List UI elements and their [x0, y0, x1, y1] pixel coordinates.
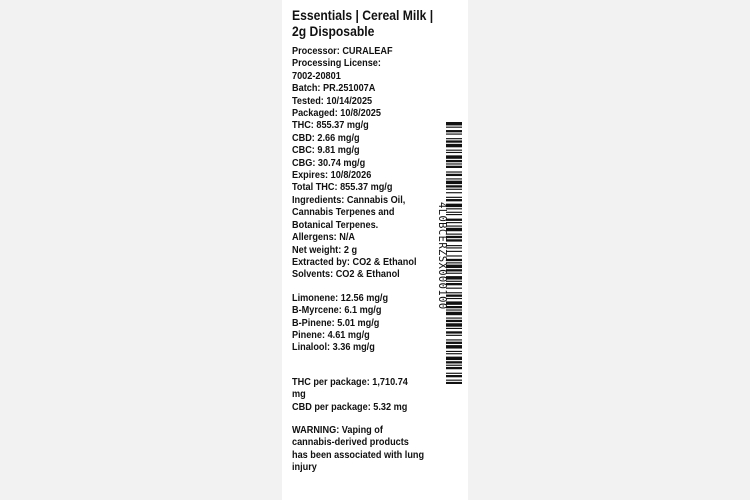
barcode-bar — [446, 127, 462, 128]
detail-line: Net weight: 2 g — [292, 244, 358, 256]
barcode-bar — [446, 178, 462, 179]
detail-line: 7002-20801 — [292, 70, 341, 82]
barcode-bar — [446, 239, 462, 241]
barcode-bar — [446, 122, 462, 125]
barcode-bar — [446, 288, 462, 289]
barcode-bar — [446, 269, 462, 271]
barcode-bar — [446, 373, 462, 374]
barcode-bar — [446, 342, 462, 344]
warning-line: has been associated with lung — [292, 449, 425, 461]
detail-line: CBD: 2.66 mg/g — [292, 132, 360, 144]
barcode-bar — [446, 150, 462, 151]
barcode-bar — [446, 306, 462, 308]
barcode-bar — [446, 331, 462, 333]
barcode-bar — [446, 351, 462, 352]
barcode-bar — [446, 228, 462, 231]
warning-line: WARNING: Vaping of — [292, 424, 383, 436]
product-title-line: Essentials | Cereal Milk | — [292, 8, 434, 23]
barcode-bar — [446, 251, 462, 252]
barcode-number: 4L0BCERZSX000100 — [436, 202, 448, 310]
product-title-line: 2g Disposable — [292, 24, 375, 39]
barcode-bar — [446, 367, 462, 369]
barcode-bar — [446, 208, 462, 209]
barcode-bar — [446, 197, 462, 198]
barcode-bar — [446, 318, 462, 319]
barcode-bar — [446, 298, 462, 299]
barcode-bar — [446, 160, 462, 162]
terpene-line: Linalool: 3.36 mg/g — [292, 342, 375, 354]
barcode-bar — [446, 365, 462, 366]
barcode-bar — [446, 236, 462, 238]
detail-line: Allergens: N/A — [292, 232, 356, 244]
barcode-bar — [446, 192, 462, 193]
barcode-bar — [446, 301, 462, 304]
barcode-bar — [446, 189, 462, 190]
barcode-bar — [446, 134, 462, 135]
detail-line: Botanical Terpenes. — [292, 219, 379, 231]
detail-line: THC: 855.37 mg/g — [292, 120, 369, 132]
barcode-bar — [446, 375, 462, 377]
barcode-bar — [446, 255, 462, 256]
barcode-bar — [446, 262, 462, 263]
barcode-bar — [446, 276, 462, 279]
barcode-bar — [446, 295, 462, 297]
barcode-bar — [446, 222, 462, 223]
barcode-bar — [446, 273, 462, 274]
barcode-bar — [446, 214, 462, 215]
barcode-bar — [446, 357, 462, 360]
per-package-line: CBD per package: 5.32 mg — [292, 401, 408, 413]
terpene-line: B-Pinene: 5.01 mg/g — [292, 317, 380, 329]
barcode-bar — [446, 309, 462, 310]
detail-line: Extracted by: CO2 & Ethanol — [292, 256, 417, 268]
barcode-bar — [446, 323, 462, 326]
detail-line: Tested: 10/14/2025 — [292, 95, 373, 107]
product-title — [292, 8, 447, 40]
barcode-bar — [446, 353, 462, 354]
per-package-line: mg — [292, 389, 306, 401]
detail-line: Solvents: CO2 & Ethanol — [292, 269, 400, 281]
barcode-bar — [446, 283, 462, 285]
barcode-bar — [446, 245, 462, 246]
barcode-bar — [446, 265, 462, 268]
barcode-bar — [446, 345, 462, 348]
barcode-bar — [446, 335, 462, 336]
detail-line: Total THC: 855.37 mg/g — [292, 182, 393, 194]
detail-line: Packaged: 10/8/2025 — [292, 108, 381, 120]
barcode-bar — [446, 320, 462, 322]
barcode-bar — [446, 328, 462, 329]
barcode-bar — [446, 247, 462, 248]
barcode-bar — [446, 138, 462, 139]
barcode-bar — [446, 174, 462, 176]
barcode — [446, 122, 462, 384]
barcode-bar — [446, 163, 462, 164]
barcode-bar — [446, 144, 462, 147]
detail-line: CBC: 9.81 mg/g — [292, 145, 360, 157]
barcode-bar — [446, 155, 462, 158]
barcode-bar — [446, 259, 462, 261]
detail-line: CBG: 30.74 mg/g — [292, 157, 366, 169]
barcode-bar — [446, 361, 462, 363]
barcode-bar — [446, 339, 462, 340]
barcode-bar — [446, 140, 462, 142]
detail-line: Expires: 10/8/2026 — [292, 170, 372, 182]
detail-line: Cannabis Terpenes and — [292, 207, 395, 219]
barcode-bar — [446, 219, 462, 221]
barcode-bar — [446, 152, 462, 153]
barcode-bar — [446, 204, 462, 207]
barcode-bar — [446, 292, 462, 293]
per-package-line: THC per package: 1,710.74 — [292, 376, 408, 388]
barcode-bar — [446, 199, 462, 201]
barcode-bar — [446, 130, 462, 132]
barcode-bar — [446, 212, 462, 213]
barcode-bar — [446, 171, 462, 172]
barcode-bar — [446, 185, 462, 187]
barcode-bar — [446, 234, 462, 235]
detail-line: Processor: CURALEAF — [292, 46, 393, 57]
terpene-line: Limonene: 12.56 mg/g — [292, 292, 389, 304]
detail-line: Processing License: — [292, 58, 381, 70]
barcode-bar — [446, 181, 462, 184]
terpene-line: B-Myrcene: 6.1 mg/g — [292, 305, 382, 317]
barcode-bar — [446, 166, 462, 168]
barcode-bar — [446, 312, 462, 315]
barcode-bar — [446, 281, 462, 282]
barcode-bar — [446, 380, 462, 381]
warning-line: injury — [292, 462, 317, 474]
terpene-line: Pinene: 4.61 mg/g — [292, 329, 370, 341]
detail-line: Ingredients: Cannabis Oil, — [292, 194, 406, 206]
barcode-bar — [446, 382, 462, 384]
barcode-bar — [446, 226, 462, 227]
warning-line: cannabis-derived products — [292, 437, 409, 449]
detail-line: Batch: PR.251007A — [292, 83, 376, 95]
